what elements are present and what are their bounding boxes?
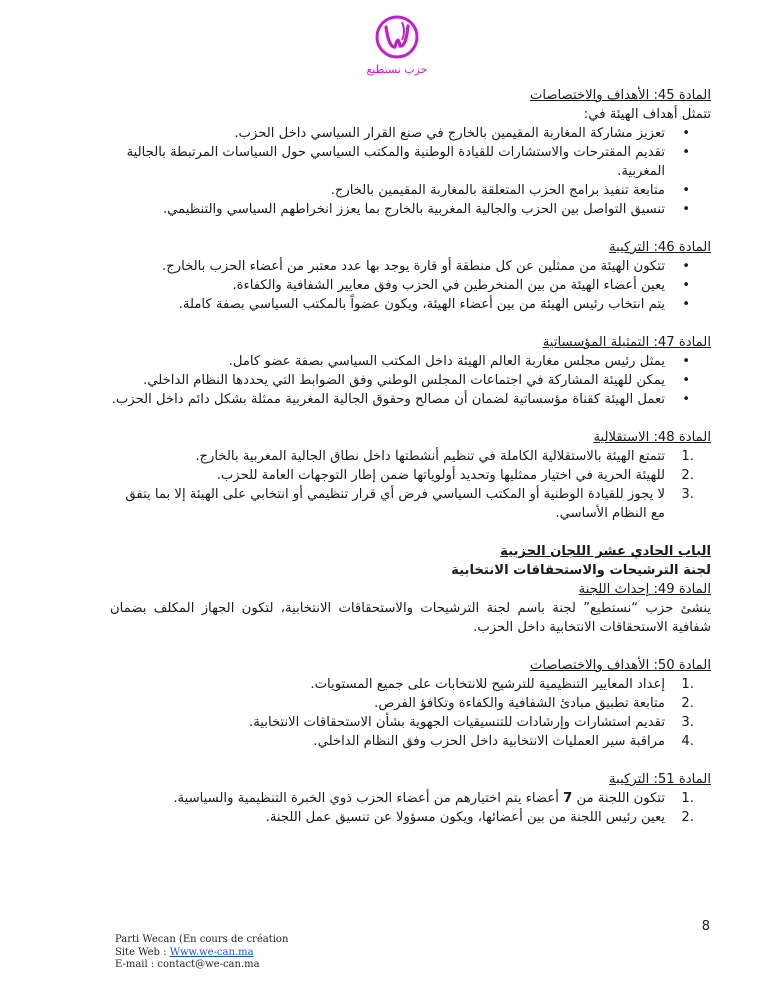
footer-party-name: Parti Wecan (En cours de création bbox=[115, 934, 289, 945]
article-48-heading: المادة 48: الاستقلالية bbox=[593, 430, 711, 445]
list-item bbox=[110, 694, 711, 713]
article-51-heading: المادة 51: التركيبة bbox=[609, 772, 711, 787]
item-text: إعداد المعايير التنظيمية للترشيح للانتخابات على جميع المستويات. bbox=[310, 677, 665, 692]
article-48-list bbox=[110, 447, 711, 523]
item-text: يعين رئيس اللجنة من بين أعضائها، ويكون مسؤولا عن تنسيق عمل اللجنة. bbox=[265, 810, 665, 825]
page-footer bbox=[115, 934, 288, 972]
item-number: 2. bbox=[681, 468, 694, 483]
member-count: 7 bbox=[563, 791, 573, 806]
list-item: • تعزيز مشاركة المغاربة المقيمين بالخارج في صنع القرار السياسي داخل الحزب. bbox=[110, 124, 711, 143]
article-46-heading: المادة 46: التركيبة bbox=[609, 240, 711, 255]
list-item bbox=[110, 713, 711, 732]
list-item bbox=[110, 732, 711, 751]
article-45-list bbox=[110, 124, 711, 219]
list-item: • يمثل رئيس مجلس مغاربة العالم الهيئة داخل المكتب السياسي بصفة عضو كامل. bbox=[110, 352, 711, 371]
list-item bbox=[110, 789, 711, 808]
list-item bbox=[110, 466, 711, 485]
chapter-title: الباب الحادي عشر اللجان الحزبية bbox=[500, 544, 711, 559]
list-item bbox=[110, 485, 711, 523]
chapter-subtitle: لجنة الترشيحات والاستحقاقات الانتخابية bbox=[451, 563, 711, 578]
wecan-logo-icon bbox=[362, 10, 432, 80]
article-50-heading: المادة 50: الأهداف والاختصاصات bbox=[529, 658, 711, 673]
item-text: مراقبة سير العمليات الانتخابية داخل الحزب وفق النظام الداخلي. bbox=[313, 734, 665, 749]
document-body bbox=[110, 86, 711, 827]
item-text: للهيئة الحرية في اختيار ممثليها وتحديد أولوياتها ضمن إطار التوجهات العامة للحزب. bbox=[216, 468, 665, 483]
footer-email: E-mail : contact@we-can.ma bbox=[115, 959, 260, 970]
article-47-list bbox=[110, 352, 711, 409]
list-item: • تتكون الهيئة من ممثلين عن كل منطقة أو قارة يوجد بها عدد معتبر من أعضاء الحزب بالخارج. bbox=[110, 257, 711, 276]
article-49-text: ينشئ حزب “نستطيع” لجنة باسم لجنة الترشيحات والاستحقاقات الانتخابية، لتكون الجهاز المكلف بضمان شفافية الاستحقاقات الانتخابية داخل الحزب. bbox=[110, 601, 711, 635]
article-47-heading: المادة 47: التمثيلة المؤسساتية bbox=[542, 335, 711, 350]
item-text: متابعة تطبيق مبادئ الشفافية والكفاءة وتكافؤ الفرص. bbox=[374, 696, 665, 711]
item-number: 2. bbox=[681, 696, 694, 711]
footer-website bbox=[115, 947, 288, 960]
item-number: 3. bbox=[681, 487, 694, 502]
item-text: تتكون اللجنة من bbox=[572, 791, 665, 806]
item-text: تتمتع الهيئة بالاستقلالية الكاملة في تنظيم أنشطتها داخل نطاق الجالية المغربية بالخارج. bbox=[195, 449, 665, 464]
article-49-heading: المادة 49: إحداث اللجنة bbox=[578, 582, 711, 597]
article-45-intro: تتمثل أهداف الهيئة في: bbox=[583, 107, 711, 122]
article-51-list bbox=[110, 789, 711, 827]
item-number: 4. bbox=[681, 734, 694, 749]
item-number: 3. bbox=[681, 715, 694, 730]
article-45-heading: المادة 45: الأهداف والاختصاصات bbox=[529, 88, 711, 103]
item-number: 1. bbox=[681, 677, 694, 692]
list-item: • تعمل الهيئة كقناة مؤسساتية لضمان أن مصالح وحقوق الجالية المغربية ممثلة بشكل دائم داخل الحزب. bbox=[110, 390, 711, 409]
page-number: 8 bbox=[701, 919, 710, 934]
item-number: 2. bbox=[681, 810, 694, 825]
list-item: • تقديم المقترحات والاستشارات للقيادة الوطنية والمكتب السياسي حول السياسات المرتبطة بالجالية المغربية. bbox=[110, 143, 711, 181]
list-item bbox=[110, 808, 711, 827]
item-number: 1. bbox=[681, 791, 694, 806]
list-item: • متابعة تنفيذ برامج الحزب المتعلقة بالمغاربة المقيمين بالخارج. bbox=[110, 181, 711, 200]
item-text: تقديم استشارات وإرشادات للتنسيقيات الجهوية بشأن الاستحقاقات الانتخابية. bbox=[249, 715, 665, 730]
party-logo bbox=[362, 10, 432, 80]
list-item: • تنسيق التواصل بين الحزب والجالية المغربية بالخارج بما يعزز انخراطهم السياسي والتنظيمي. bbox=[110, 200, 711, 219]
list-item: • يتم انتخاب رئيس الهيئة من بين أعضاء الهيئة، ويكون عضواً بالمكتب السياسي بصفة كاملة. bbox=[110, 295, 711, 314]
item-text: لا يجوز للقيادة الوطنية أو المكتب السياسي فرض أي قرار تنظيمي أو انتخابي على الهيئة إلا بما يتفق مع النظام الأساسي. bbox=[125, 487, 665, 521]
item-text: أعضاء يتم اختيارهم من أعضاء الحزب ذوي الخبرة التنظيمية والسياسية. bbox=[173, 791, 564, 806]
logo-text: حزب نستطيع bbox=[366, 63, 428, 76]
website-link[interactable]: Www.we-can.ma bbox=[169, 946, 254, 958]
list-item: • يمكن للهيئة المشاركة في اجتماعات المجلس الوطني وفق الضوابط التي يحددها النظام الداخلي. bbox=[110, 371, 711, 390]
list-item: • يعين أعضاء الهيئة من بين المنخرطين في الحزب وفق معايير الشفافية والكفاءة. bbox=[110, 276, 711, 295]
list-item bbox=[110, 447, 711, 466]
article-50-list bbox=[110, 675, 711, 751]
list-item bbox=[110, 675, 711, 694]
article-46-list bbox=[110, 257, 711, 314]
item-number: 1. bbox=[681, 449, 694, 464]
website-label: Site Web : bbox=[115, 946, 170, 958]
